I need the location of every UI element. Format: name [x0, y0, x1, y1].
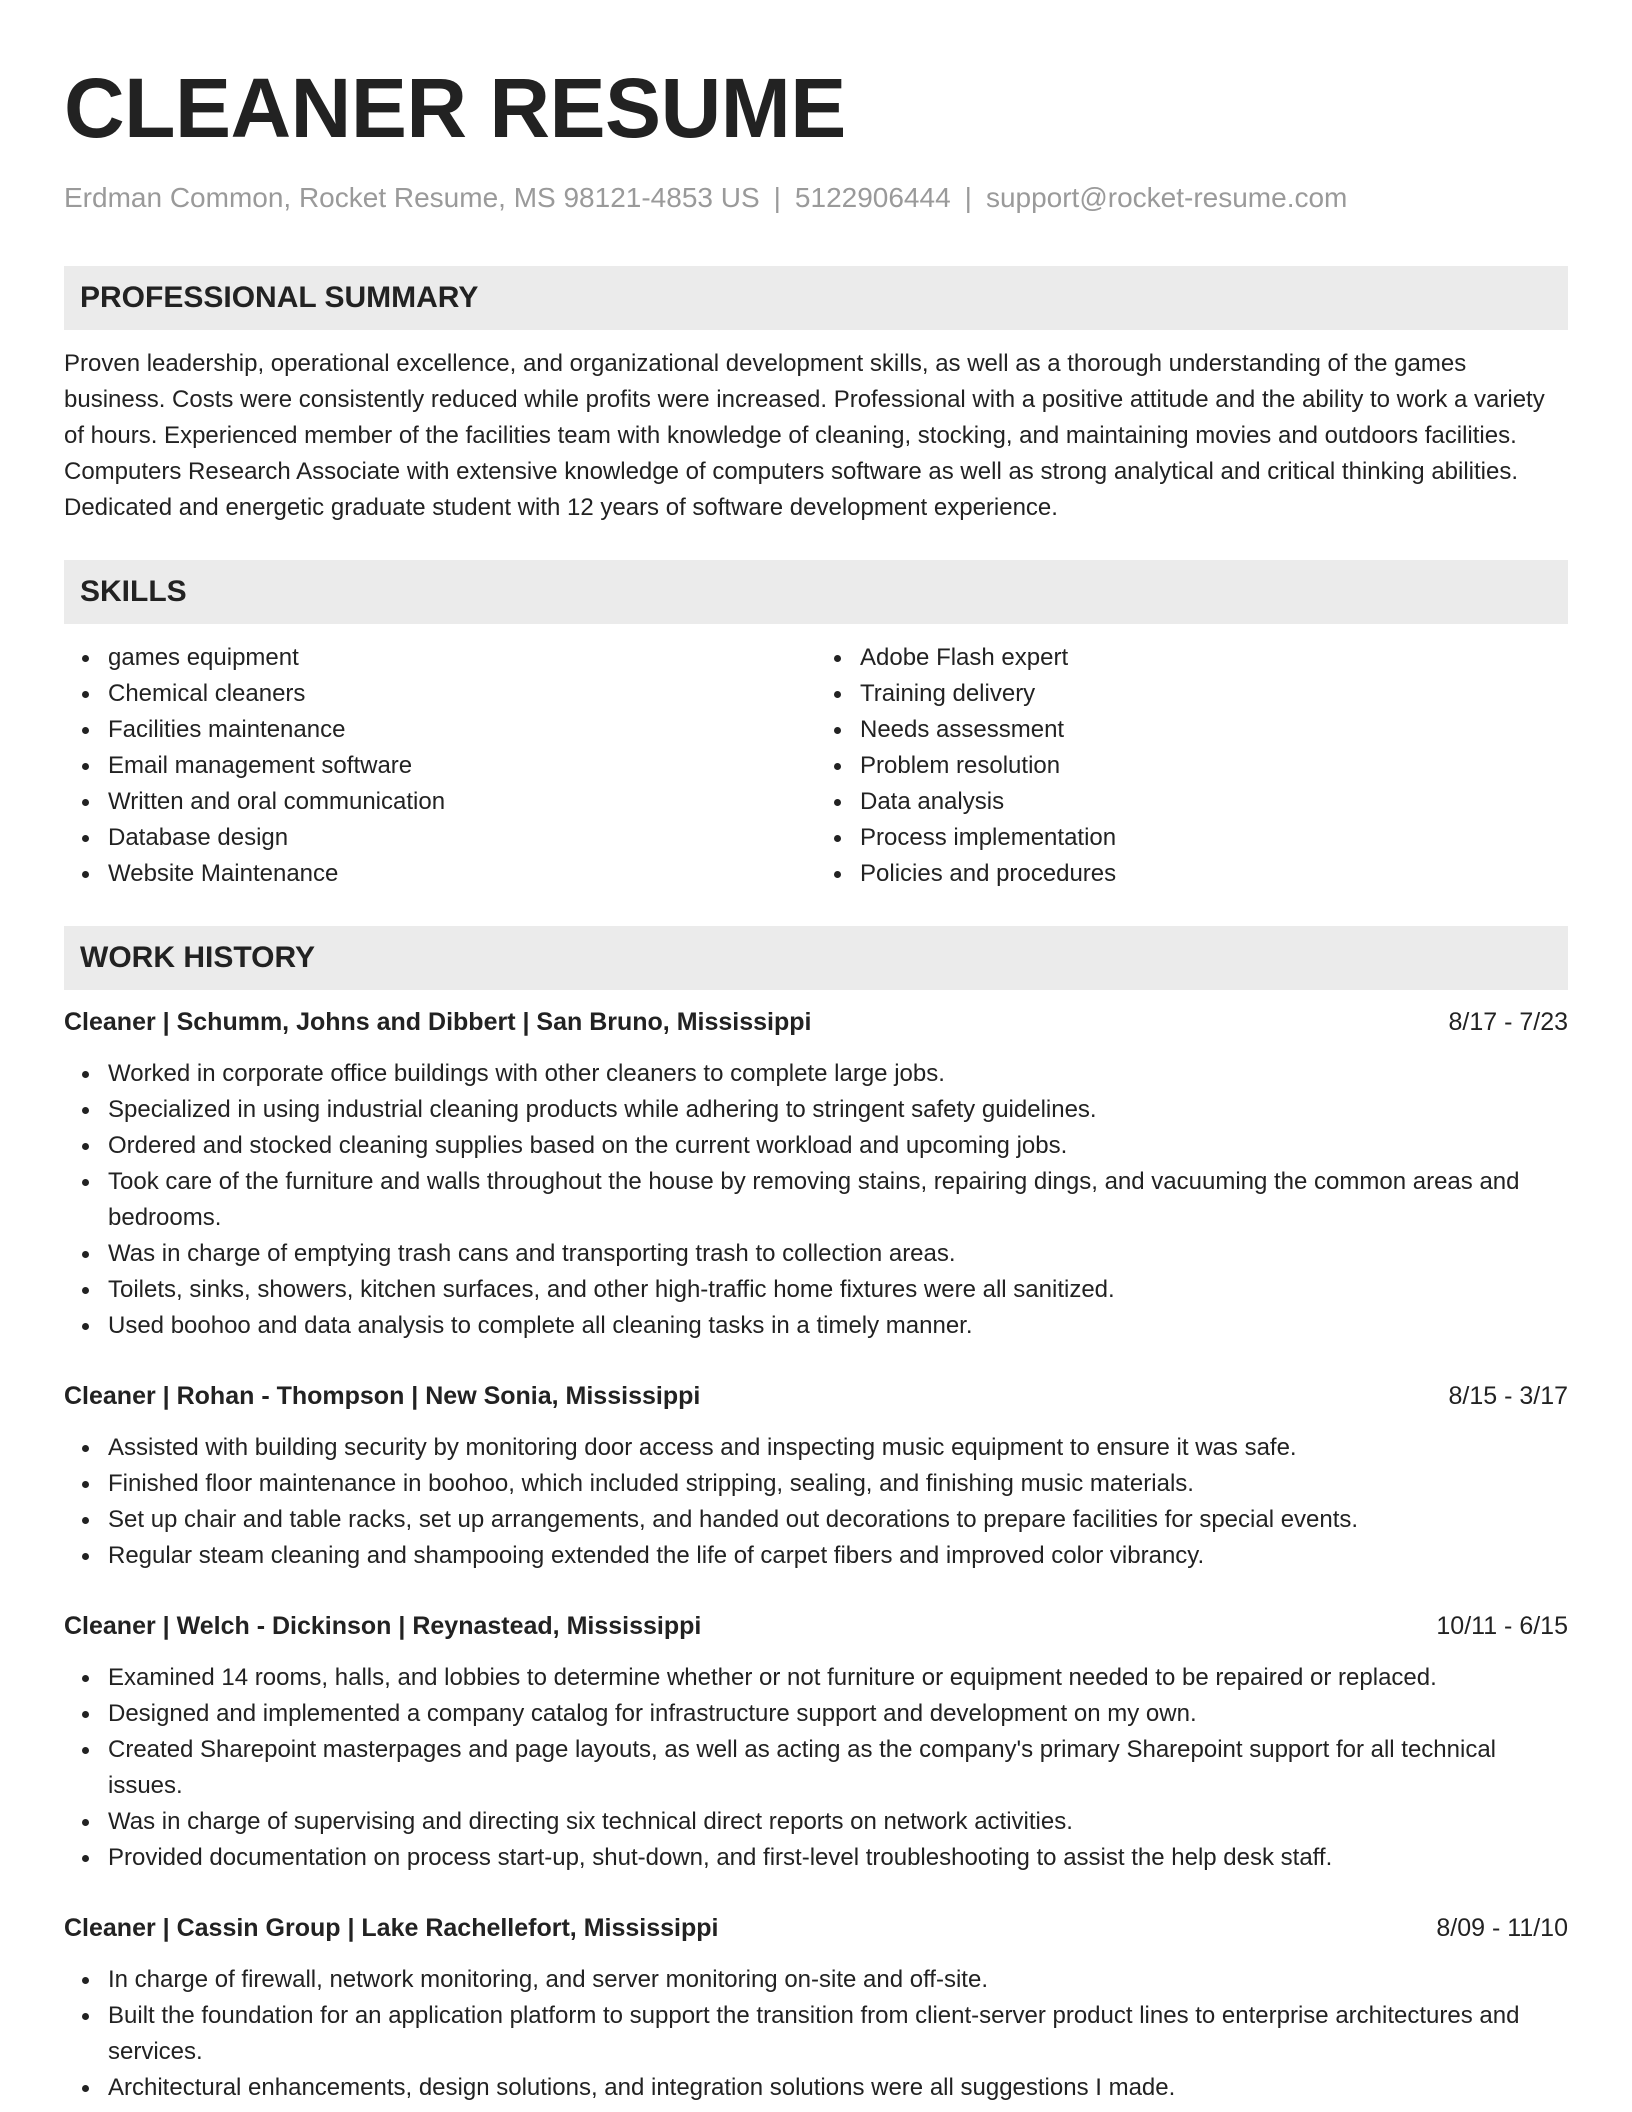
job-bullet: Finished floor maintenance in boohoo, which included stripping, sealing, and finishing music materials. [108, 1466, 1568, 1502]
job-dates: 8/09 - 11/10 [1436, 1914, 1568, 1942]
job-entry [64, 1910, 1568, 2106]
job-bullet: Toilets, sinks, showers, kitchen surfaces, and other high-traffic home fixtures were all sanitized. [108, 1272, 1568, 1308]
job-bullet: Took care of the furniture and walls throughout the house by removing stains, repairing dings, and vacuuming the common areas and bedrooms. [108, 1164, 1568, 1236]
job-bullet: Provided documentation on process start-up, shut-down, and first-level troubleshooting to assist the help desk staff. [108, 1840, 1568, 1876]
job-bullet: Worked in corporate office buildings with other cleaners to complete large jobs. [108, 1056, 1568, 1092]
job-dates: 10/11 - 6/15 [1436, 1612, 1568, 1640]
job-title: Cleaner | Welch - Dickinson | Reynastead, Mississippi [64, 1612, 702, 1640]
job-bullet: Assisted with building security by monitoring door access and inspecting music equipment to ensure it was safe. [108, 1430, 1568, 1466]
skill-item: games equipment [108, 640, 816, 676]
job-bullet: Used boohoo and data analysis to complete all cleaning tasks in a timely manner. [108, 1308, 1568, 1344]
job-bullet: Created Sharepoint masterpages and page layouts, as well as acting as the company's primary Sharepoint support for all technical issues. [108, 1732, 1568, 1804]
skill-item: Database design [108, 820, 816, 856]
skill-item: Problem resolution [860, 748, 1568, 784]
skill-item: Facilities maintenance [108, 712, 816, 748]
job-title: Cleaner | Cassin Group | Lake Rachellefort, Mississippi [64, 1914, 719, 1942]
skill-item: Website Maintenance [108, 856, 816, 892]
job-dates: 8/17 - 7/23 [1448, 1008, 1568, 1036]
skill-item: Needs assessment [860, 712, 1568, 748]
skills-column-left [64, 640, 816, 892]
skill-item: Policies and procedures [860, 856, 1568, 892]
job-bullet: Was in charge of supervising and directing six technical direct reports on network activities. [108, 1804, 1568, 1840]
job-bullet: Set up chair and table racks, set up arrangements, and handed out decorations to prepare facilities for special events. [108, 1502, 1568, 1538]
job-header [64, 1608, 1568, 1644]
skill-item: Written and oral communication [108, 784, 816, 820]
skill-item: Training delivery [860, 676, 1568, 712]
job-title: Cleaner | Schumm, Johns and Dibbert | San Bruno, Mississippi [64, 1008, 812, 1036]
job-bullets [64, 1660, 1568, 1876]
job-header [64, 1378, 1568, 1414]
skill-item: Data analysis [860, 784, 1568, 820]
contact-email: support@rocket-resume.com [985, 182, 1348, 213]
skill-item: Chemical cleaners [108, 676, 816, 712]
job-bullet: Examined 14 rooms, halls, and lobbies to determine whether or not furniture or equipment needed to be repaired or replaced. [108, 1660, 1568, 1696]
job-entry [64, 1378, 1568, 1574]
contact-separator: | [964, 182, 972, 213]
job-bullet: Regular steam cleaning and shampooing extended the life of carpet fibers and improved color vibrancy. [108, 1538, 1568, 1574]
job-bullet: Specialized in using industrial cleaning products while adhering to stringent safety guidelines. [108, 1092, 1568, 1128]
job-bullet: Ordered and stocked cleaning supplies based on the current workload and upcoming jobs. [108, 1128, 1568, 1164]
job-bullet: Built the foundation for an application platform to support the transition from client-server product lines to enterprise architectures and services. [108, 1998, 1568, 2070]
contact-phone: 5122906444 [794, 182, 951, 213]
job-dates: 8/15 - 3/17 [1448, 1382, 1568, 1410]
job-entry [64, 1004, 1568, 1344]
job-entry [64, 1608, 1568, 1876]
job-header [64, 1004, 1568, 1040]
job-bullets [64, 1430, 1568, 1574]
job-bullet: Designed and implemented a company catalog for infrastructure support and development on my own. [108, 1696, 1568, 1732]
contact-separator: | [773, 182, 781, 213]
job-header [64, 1910, 1568, 1946]
skills-column-right [816, 640, 1568, 892]
resume-title: CLEANER RESUME [64, 61, 846, 155]
job-bullets [64, 1056, 1568, 1344]
work-history-heading: WORK HISTORY [64, 926, 1568, 990]
job-bullet: In charge of firewall, network monitoring, and server monitoring on-site and off-site. [108, 1962, 1568, 1998]
skills-heading: SKILLS [64, 560, 1568, 624]
job-bullets [64, 1962, 1568, 2106]
skill-item: Email management software [108, 748, 816, 784]
skill-item: Process implementation [860, 820, 1568, 856]
job-bullet: Architectural enhancements, design solutions, and integration solutions were all suggestions I made. [108, 2070, 1568, 2106]
skills-list [64, 640, 1568, 892]
skill-item: Adobe Flash expert [860, 640, 1568, 676]
summary-heading: PROFESSIONAL SUMMARY [64, 266, 1568, 330]
job-bullet: Was in charge of emptying trash cans and transporting trash to collection areas. [108, 1236, 1568, 1272]
contact-line [64, 180, 1568, 216]
job-title: Cleaner | Rohan - Thompson | New Sonia, Mississippi [64, 1382, 701, 1410]
summary-text: Proven leadership, operational excellence, and organizational development skills, as well as a thorough understanding of the games business. Costs were consistently reduced while profits were increased. Professional with a positive attitude and the ability to work a variety of hours. Experienced member of the facilities team with knowledge of cleaning, stocking, and maintaining movies and outdoors facilities. Computers Research Associate with extensive knowledge of computers software as well as strong analytical and critical thinking abilities. Dedicated and energetic graduate student with 12 years of software development experience. [64, 350, 1545, 521]
contact-address: Erdman Common, Rocket Resume, MS 98121-4853 US [64, 182, 760, 213]
